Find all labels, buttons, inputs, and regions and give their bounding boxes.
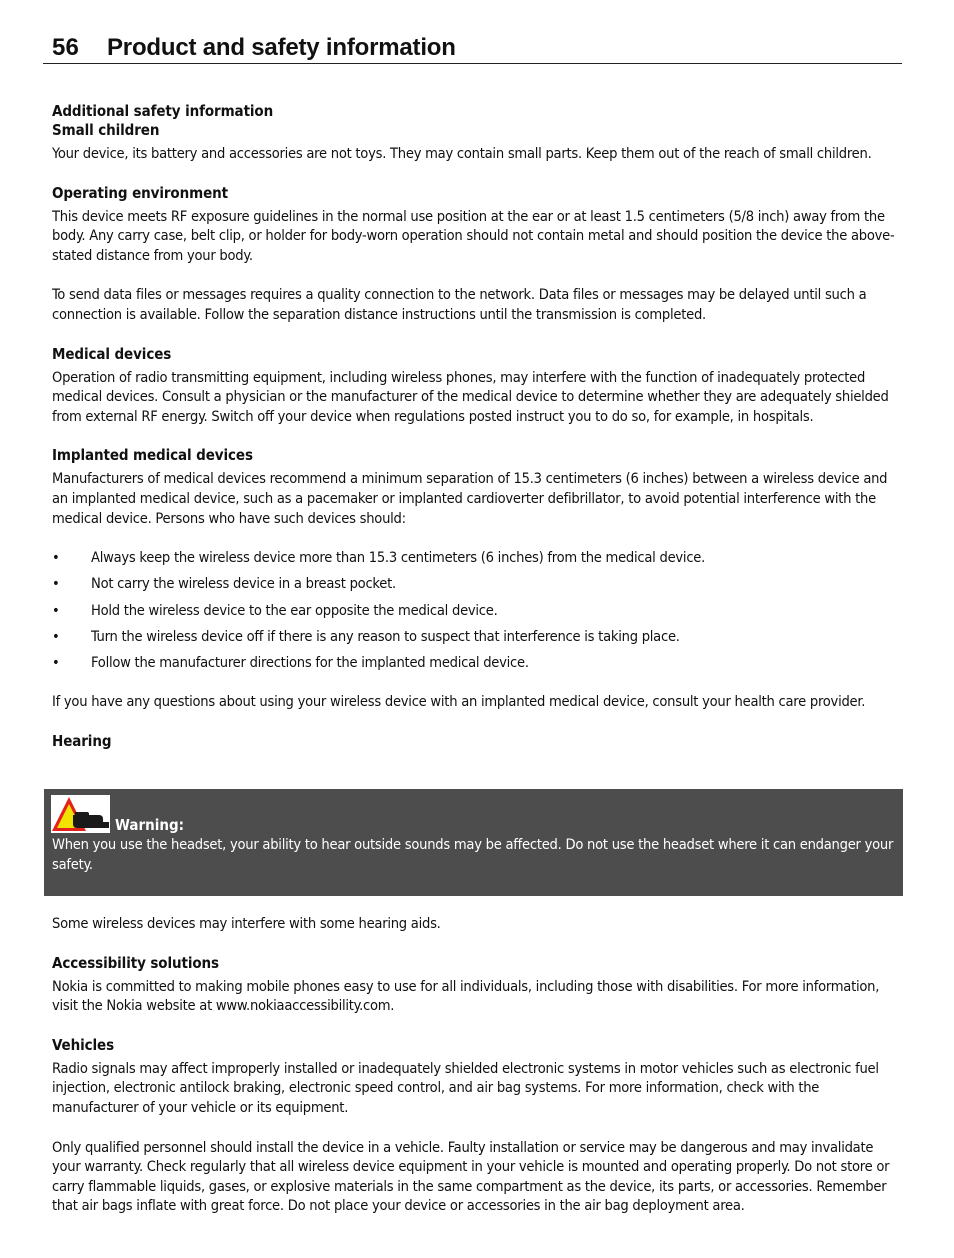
implanted-bullet-list xyxy=(52,548,898,672)
page-number: 56 xyxy=(52,34,80,61)
warning-box xyxy=(44,789,903,896)
section-heading-hearing: Hearing xyxy=(52,731,112,750)
after-warning-content xyxy=(52,914,898,1216)
bullet: • xyxy=(52,627,60,645)
section-heading-implanted: Implanted medical devices xyxy=(52,446,253,465)
medical-text: Operation of radio transmitting equipment, including wireless phones, may interfere with the function of inadequately protected medical devices. Consult a physician or the manufacturer of the medical device to determine whether they are adequately shielded from external RF energy. Switch off your device when regulations posted instruct you to do so, for example, in hospitals. xyxy=(52,368,889,425)
section-heading-vehicles: Vehicles xyxy=(52,1035,115,1054)
list-item: • Always keep the wireless device more than 15.3 centimeters (6 inches) from the medical device. xyxy=(52,549,706,567)
implanted-text: Manufacturers of medical devices recommend a minimum separation of 15.3 centimeters (6 inches) between a wireless device and an implanted medical device, such as a pacemaker or implanted cardioverter defibrillator, to avoid potential interference with the medical device. Persons who have such devices should: xyxy=(52,470,888,527)
vehicles-paragraph-2: Only qualified personnel should install the device in a vehicle. Faulty installation or service may be dangerous and may invalidate your warranty. Check regularly that all wireless device equipment in your vehicle is mounted and operating properly. Do not store or carry flammable liquids, gases, or explosive materials in the same compartment as the device, its parts, or accessories. Remember that air bags inflate with great force. Do not place your device or accessories in the air bag deployment area. xyxy=(52,1138,890,1215)
section-heading-operating: Operating environment xyxy=(52,183,228,202)
list-item: • Follow the manufacturer directions for the implanted medical device. xyxy=(52,653,529,671)
operating-paragraph-2: To send data files or messages requires a quality connection to the network. Data files or messages may be delayed until such a connection is available. Follow the separation distance instructions until the transmission is completed. xyxy=(52,286,867,323)
list-item: • Not carry the wireless device in a breast pocket. xyxy=(52,575,396,593)
small-children-text: Your device, its battery and accessories are not toys. They may contain small parts. Keep them out of the reach of small children. xyxy=(52,145,872,162)
warning-text: When you use the headset, your ability to hear outside sounds may be affected. Do not use the headset where it can endanger your safety. xyxy=(52,836,894,873)
section-heading-medical: Medical devices xyxy=(52,344,172,363)
implanted-after-text: If you have any questions about using your wireless device with an implanted medical device, consult your health care provider. xyxy=(52,693,866,711)
bullet: • xyxy=(52,601,60,619)
hearing-aids-text: Some wireless devices may interfere with some hearing aids. xyxy=(52,915,441,932)
accessibility-text: Nokia is committed to making mobile phones easy to use for all individuals, including those with disabilities. For more information, visit the Nokia website at www.nokiaaccessibility.com. xyxy=(52,977,880,1015)
list-item: • Hold the wireless device to the ear opposite the medical device. xyxy=(52,601,498,619)
operating-paragraph-1: This device meets RF exposure guidelines in the normal use position at the ear or at least 1.5 centimeters (5/8 inch) away from the body. Any carry case, belt clip, or holder for body-worn operation should not contain metal and should position the device the above-stated distance from your body. xyxy=(52,207,895,264)
vehicles-paragraph-1: Radio signals may affect improperly installed or inadequately shielded electronic systems in motor vehicles such as electronic fuel injection, electronic antilock braking, electronic speed control, and air bag systems. For more information, check with the manufacturer of your vehicle or its equipment. xyxy=(52,1059,879,1116)
bullet: • xyxy=(52,575,60,593)
bullet: • xyxy=(52,549,60,567)
warning-hand-icon xyxy=(51,795,110,833)
section-heading-small-children: Small children xyxy=(52,121,160,139)
page-header xyxy=(43,31,902,64)
section-heading-accessibility: Accessibility solutions xyxy=(52,953,219,972)
section-heading-additional: Additional safety information xyxy=(52,102,274,120)
main-content xyxy=(52,102,898,751)
bullet: • xyxy=(52,653,60,671)
page-title: Product and safety information xyxy=(107,34,456,61)
warning-label: Warning: xyxy=(115,816,185,834)
list-item: • Turn the wireless device off if there is any reason to suspect that interference is taking place. xyxy=(52,627,680,645)
